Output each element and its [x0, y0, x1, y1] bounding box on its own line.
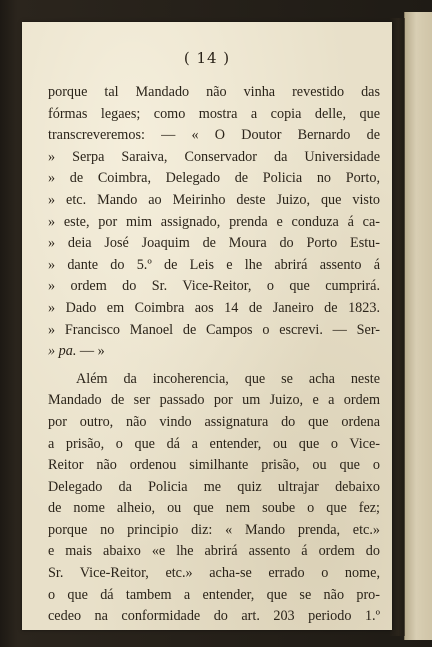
signature-fragment: » pa. [48, 343, 77, 360]
text-line: » deia José Joaquim de Moura do Porto Estu- [48, 235, 380, 252]
closing-quote: — » [76, 343, 105, 360]
text-line: » dante do 5.º de Leis e lhe abrirá assento á [48, 256, 380, 273]
text-line: porque no principio diz: « Mando prenda, etc.» [48, 521, 380, 538]
adjacent-page-edge [404, 12, 432, 640]
page-body [48, 82, 380, 628]
text-line: porque tal Mandado não vinha revestido das [48, 84, 380, 100]
text-line: » de Coimbra, Delegado de Policia no Porto, [48, 170, 380, 187]
text-line-last [48, 341, 380, 363]
text-line: » este, por mim assignado, prenda e conduza á ca- [48, 213, 380, 230]
text-line: » ordem do Sr. Vice-Reitor, o que cumprirá. [48, 278, 380, 295]
text-line: e mais abaixo «e lhe abrirá assento á ordem do [48, 543, 380, 560]
text-line: transcreveremos: — « O Doutor Bernardo de [48, 127, 380, 144]
text-line: » Dado em Coimbra aos 14 de Janeiro de 1823. [48, 299, 380, 316]
text-line: » Francisco Manoel de Campos o escrevi. — Ser- [48, 321, 380, 338]
text-line: de nome alheio, ou que nem soube o que fez; [48, 500, 380, 517]
text-line: cedeo na conformidade do art. 203 periodo 1.º [48, 608, 380, 625]
text-line: por outro, não vindo assignatura do que ordena [48, 413, 380, 430]
text-line: Delegado da Policia me quiz ultrajar debaixo [48, 478, 380, 495]
text-line: o que dá tambem a entender, que se não pro- [48, 586, 380, 603]
text-line: Sr. Vice-Reitor, etc.» acha-se errado o nome, [48, 565, 380, 582]
book-page [22, 22, 392, 630]
page-number: ( 14 ) [183, 49, 231, 67]
text-line: » etc. Mando ao Meirinho deste Juizo, que visto [48, 191, 380, 208]
text-line: Reitor não ordenou similhante prisão, ou que o [48, 457, 380, 474]
text-line: » Serpa Saraiva, Conservador da Universidade [48, 148, 380, 165]
text-line: Além da incoherencia, que se acha neste [76, 370, 380, 387]
text-line: fórmas legaes; como mostra a copia delle, que [48, 105, 380, 122]
text-line: Mandado de ser passado por um Juizo, e a ordem [48, 392, 380, 409]
text-line: a prisão, o que dá a entender, ou que o Vice- [48, 435, 380, 452]
